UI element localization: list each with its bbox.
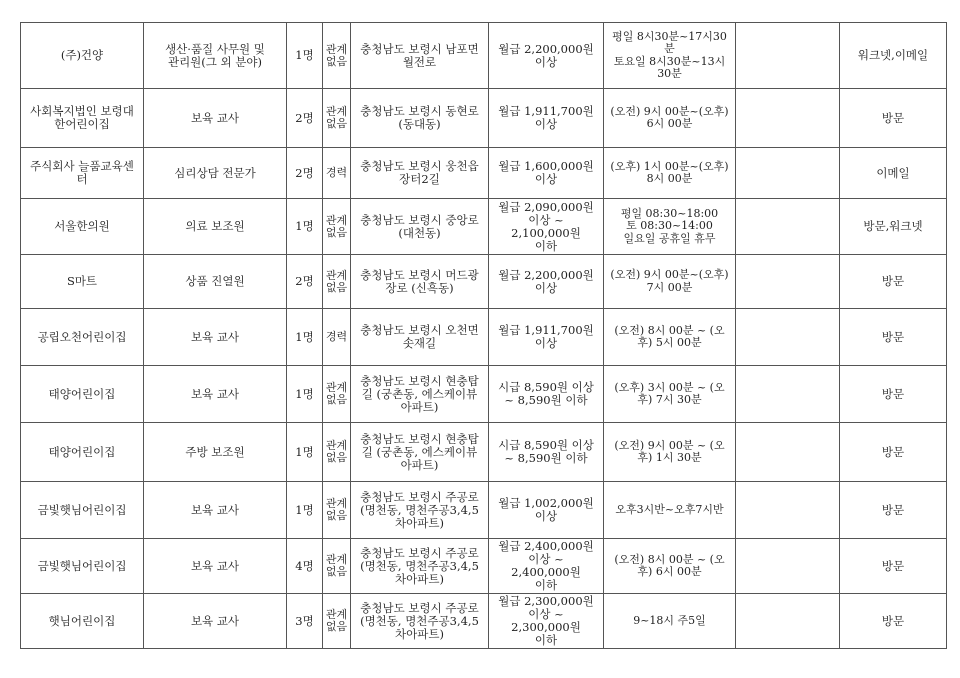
job-title-cell: 보육 교사 <box>144 594 287 649</box>
table-row <box>21 423 947 482</box>
empty-cell <box>736 89 840 148</box>
job-listing-table <box>20 22 947 649</box>
experience-cell: 관계 없음 <box>323 539 351 594</box>
experience-cell: 관계 없음 <box>323 199 351 255</box>
experience-cell: 관계 없음 <box>323 366 351 423</box>
company-cell: 사회복지법인 보령대 한어린이집 <box>21 89 144 148</box>
wage-cell: 시급 8,590원 이상 ~ 8,590원 이하 <box>489 366 604 423</box>
experience-cell: 관계 없음 <box>323 594 351 649</box>
location-cell: 충청남도 보령시 주공로 (명천동, 명천주공3,4,5 차아파트) <box>351 594 489 649</box>
company-cell: 금빛햇님어린이집 <box>21 539 144 594</box>
headcount-cell: 1명 <box>287 366 323 423</box>
work-hours-cell: (오전) 9시 00분 ~ (오 후) 1시 30분 <box>604 423 736 482</box>
wage-cell: 월급 2,400,000원 이상 ~ 2,400,000원 이하 <box>489 539 604 594</box>
table-row <box>21 594 947 649</box>
work-hours-cell: (오전) 8시 00분 ~ (오 후) 6시 00분 <box>604 539 736 594</box>
work-hours-cell: 9~18시 주5일 <box>604 594 736 649</box>
work-hours-cell: (오전) 9시 00분~(오후) 6시 00분 <box>604 89 736 148</box>
experience-cell: 경력 <box>323 148 351 199</box>
empty-cell <box>736 309 840 366</box>
wage-cell: 월급 1,911,700원 이상 <box>489 89 604 148</box>
table-row <box>21 539 947 594</box>
table-row <box>21 199 947 255</box>
work-hours-cell: 오후3시반~오후7시반 <box>604 482 736 539</box>
empty-cell <box>736 366 840 423</box>
empty-cell <box>736 482 840 539</box>
location-cell: 충청남도 보령시 주공로 (명천동, 명천주공3,4,5 차아파트) <box>351 539 489 594</box>
application-method-cell: 방문 <box>840 309 947 366</box>
empty-cell <box>736 148 840 199</box>
table-row <box>21 148 947 199</box>
empty-cell <box>736 23 840 89</box>
location-cell: 충청남도 보령시 주공로 (명천동, 명천주공3,4,5 차아파트) <box>351 482 489 539</box>
application-method-cell: 방문 <box>840 366 947 423</box>
experience-cell: 관계 없음 <box>323 423 351 482</box>
experience-cell: 경력 <box>323 309 351 366</box>
wage-cell: 월급 1,600,000원 이상 <box>489 148 604 199</box>
table-row <box>21 23 947 89</box>
work-hours-cell: (오전) 9시 00분~(오후) 7시 00분 <box>604 255 736 309</box>
company-cell: 태양어린이집 <box>21 366 144 423</box>
empty-cell <box>736 423 840 482</box>
wage-cell: 월급 2,200,000원 이상 <box>489 255 604 309</box>
location-cell: 충청남도 보령시 머드광 장로 (신흑동) <box>351 255 489 309</box>
wage-cell: 월급 1,002,000원 이상 <box>489 482 604 539</box>
wage-cell: 월급 2,200,000원 이상 <box>489 23 604 89</box>
empty-cell <box>736 255 840 309</box>
job-title-cell: 상품 진열원 <box>144 255 287 309</box>
job-title-cell: 보육 교사 <box>144 89 287 148</box>
headcount-cell: 1명 <box>287 23 323 89</box>
location-cell: 충청남도 보령시 현충탑 길 (궁촌동, 에스케이뷰 아파트) <box>351 366 489 423</box>
work-hours-cell: (오전) 8시 00분 ~ (오 후) 5시 00분 <box>604 309 736 366</box>
job-title-cell: 보육 교사 <box>144 366 287 423</box>
headcount-cell: 1명 <box>287 482 323 539</box>
headcount-cell: 1명 <box>287 309 323 366</box>
job-title-cell: 생산·품질 사무원 및 관리원(그 외 분야) <box>144 23 287 89</box>
location-cell: 충청남도 보령시 오천면 솟재길 <box>351 309 489 366</box>
location-cell: 충청남도 보령시 동현로 (동대동) <box>351 89 489 148</box>
application-method-cell: 방문 <box>840 539 947 594</box>
headcount-cell: 1명 <box>287 199 323 255</box>
empty-cell <box>736 594 840 649</box>
work-hours-cell: 평일 08:30~18:00 토 08:30~14:00 일요일 공휴일 휴무 <box>604 199 736 255</box>
location-cell: 충청남도 보령시 중앙로 (대천동) <box>351 199 489 255</box>
table-row <box>21 309 947 366</box>
company-cell: 주식회사 늘품교육센 터 <box>21 148 144 199</box>
job-title-cell: 보육 교사 <box>144 539 287 594</box>
job-title-cell: 주방 보조원 <box>144 423 287 482</box>
application-method-cell: 방문 <box>840 482 947 539</box>
application-method-cell: 방문 <box>840 594 947 649</box>
headcount-cell: 2명 <box>287 148 323 199</box>
application-method-cell: 워크넷,이메일 <box>840 23 947 89</box>
wage-cell: 월급 2,300,000원 이상 ~ 2,300,000원 이하 <box>489 594 604 649</box>
application-method-cell: 방문 <box>840 255 947 309</box>
location-cell: 충청남도 보령시 남포면 월전로 <box>351 23 489 89</box>
application-method-cell: 방문 <box>840 423 947 482</box>
job-title-cell: 보육 교사 <box>144 309 287 366</box>
experience-cell: 관계 없음 <box>323 23 351 89</box>
work-hours-cell: (오후) 1시 00분~(오후) 8시 00분 <box>604 148 736 199</box>
job-title-cell: 심리상담 전문가 <box>144 148 287 199</box>
company-cell: 태양어린이집 <box>21 423 144 482</box>
table-row <box>21 482 947 539</box>
company-cell: 서울한의원 <box>21 199 144 255</box>
headcount-cell: 3명 <box>287 594 323 649</box>
company-cell: 공립오천어린이집 <box>21 309 144 366</box>
wage-cell: 월급 1,911,700원 이상 <box>489 309 604 366</box>
wage-cell: 월급 2,090,000원 이상 ~ 2,100,000원 이하 <box>489 199 604 255</box>
company-cell: 햇님어린이집 <box>21 594 144 649</box>
work-hours-cell: (오후) 3시 00분 ~ (오 후) 7시 30분 <box>604 366 736 423</box>
application-method-cell: 이메일 <box>840 148 947 199</box>
table-row <box>21 255 947 309</box>
experience-cell: 관계 없음 <box>323 89 351 148</box>
job-title-cell: 보육 교사 <box>144 482 287 539</box>
experience-cell: 관계 없음 <box>323 482 351 539</box>
application-method-cell: 방문 <box>840 89 947 148</box>
headcount-cell: 4명 <box>287 539 323 594</box>
headcount-cell: 1명 <box>287 423 323 482</box>
company-cell: (주)건양 <box>21 23 144 89</box>
empty-cell <box>736 199 840 255</box>
headcount-cell: 2명 <box>287 89 323 148</box>
location-cell: 충청남도 보령시 웅천읍 장터2길 <box>351 148 489 199</box>
table-row <box>21 89 947 148</box>
work-hours-cell: 평일 8시30분~17시30 분 토요일 8시30분~13시 30분 <box>604 23 736 89</box>
wage-cell: 시급 8,590원 이상 ~ 8,590원 이하 <box>489 423 604 482</box>
company-cell: S마트 <box>21 255 144 309</box>
job-title-cell: 의료 보조원 <box>144 199 287 255</box>
table-row <box>21 366 947 423</box>
empty-cell <box>736 539 840 594</box>
experience-cell: 관계 없음 <box>323 255 351 309</box>
location-cell: 충청남도 보령시 현충탑 길 (궁촌동, 에스케이뷰 아파트) <box>351 423 489 482</box>
headcount-cell: 2명 <box>287 255 323 309</box>
company-cell: 금빛햇님어린이집 <box>21 482 144 539</box>
application-method-cell: 방문,워크넷 <box>840 199 947 255</box>
